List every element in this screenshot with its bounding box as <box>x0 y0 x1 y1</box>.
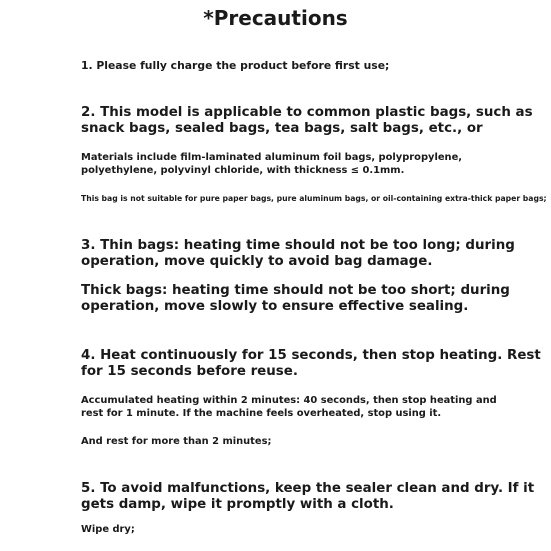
precaution-2-heading-line-2: snack bags, sealed bags, tea bags, salt bags, etc., or <box>81 121 483 136</box>
precaution-2-materials-line-1: Materials include film-laminated aluminum foil bags, polypropylene, <box>81 152 463 163</box>
precaution-3-thin-line-2: operation, move quickly to avoid bag damage. <box>81 254 433 269</box>
precaution-3-thick-line-2: operation, move slowly to ensure effective sealing. <box>81 299 469 314</box>
precaution-4-accum-line-2: rest for 1 minute. If the machine feels overheated, stop using it. <box>81 407 442 419</box>
precaution-4-accum-line-1: Accumulated heating within 2 minutes: 40 seconds, then stop heating and <box>81 395 497 406</box>
precaution-3-thick-line-1: Thick bags: heating time should not be too short; during <box>81 283 510 298</box>
precaution-5-heading-line-1: 5. To avoid malfunctions, keep the sealer clean and dry. If it <box>81 481 535 496</box>
page-title: *Precautions <box>203 6 348 30</box>
precaution-2-heading-line-1: 2. This model is applicable to common plastic bags, such as <box>81 105 533 120</box>
precaution-1: 1. Please fully charge the product before first use; <box>81 59 390 72</box>
precaution-2-note: This bag is not suitable for pure paper bags, pure aluminum bags, or oil-containing extra-thick paper bags; <box>81 194 547 203</box>
precaution-4-heading-line-1: 4. Heat continuously for 15 seconds, then stop heating. Rest <box>81 348 541 363</box>
precaution-4-heading-line-2: for 15 seconds before reuse. <box>81 364 298 379</box>
precaution-4-rest-note: And rest for more than 2 minutes; <box>81 436 272 447</box>
precaution-3-thin-line-1: 3. Thin bags: heating time should not be too long; during <box>81 238 515 253</box>
precaution-5-note: Wipe dry; <box>81 524 135 535</box>
precaution-2-materials-line-2: polyethylene, polyvinyl chloride, with thickness ≤ 0.1mm. <box>81 164 405 176</box>
precaution-5-heading-line-2: gets damp, wipe it promptly with a cloth. <box>81 497 394 512</box>
